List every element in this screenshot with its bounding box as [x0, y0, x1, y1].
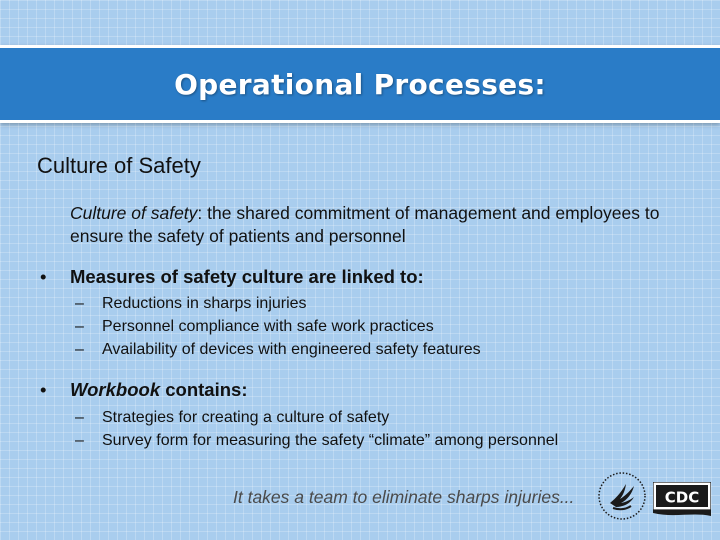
bullet-measures — [40, 266, 424, 288]
subitem-reductions — [75, 292, 307, 315]
definition-text — [70, 202, 670, 248]
bullet-dot: • — [40, 379, 47, 400]
subitem-survey — [75, 429, 558, 452]
subitem-availability — [75, 338, 481, 361]
cdc-logo-text: CDC — [664, 488, 700, 507]
bullet-dot: • — [40, 266, 47, 287]
sub-dash: – — [75, 432, 84, 449]
hhs-eagle-icon — [596, 470, 648, 522]
sub-dash: – — [75, 295, 84, 312]
title-banner — [0, 45, 720, 123]
section-title: Culture of Safety — [37, 153, 201, 178]
sub-dash: – — [75, 409, 84, 426]
bullet-label: Measures of safety culture are linked to: — [70, 266, 424, 287]
sub-dash: – — [75, 318, 84, 335]
subitem-strategies — [75, 406, 389, 429]
definition-term: Culture of safety — [70, 203, 198, 223]
bullet-workbook — [40, 379, 247, 401]
subitem-label: Personnel compliance with safe work practices — [102, 318, 434, 335]
subitem-label: Strategies for creating a culture of safety — [102, 409, 390, 426]
subitem-label: Reductions in sharps injuries — [102, 295, 307, 312]
subitem-compliance — [75, 315, 434, 338]
subitem-label: Availability of devices with engineered safety features — [102, 341, 481, 358]
sub-dash: – — [75, 341, 84, 358]
subitem-label: Survey form for measuring the safety “climate” among personnel — [102, 432, 559, 449]
bullet-workbook-term: Workbook — [70, 379, 161, 400]
slide-title: Operational Processes: — [174, 67, 546, 101]
cdc-logo — [653, 482, 711, 518]
footer-tagline: It takes a team to eliminate sharps injuries... — [233, 487, 575, 507]
bullet-label: contains: — [160, 379, 248, 400]
definition-body: : the shared commitment of management and employees to ensure the safety of patients and personnel — [70, 203, 660, 246]
